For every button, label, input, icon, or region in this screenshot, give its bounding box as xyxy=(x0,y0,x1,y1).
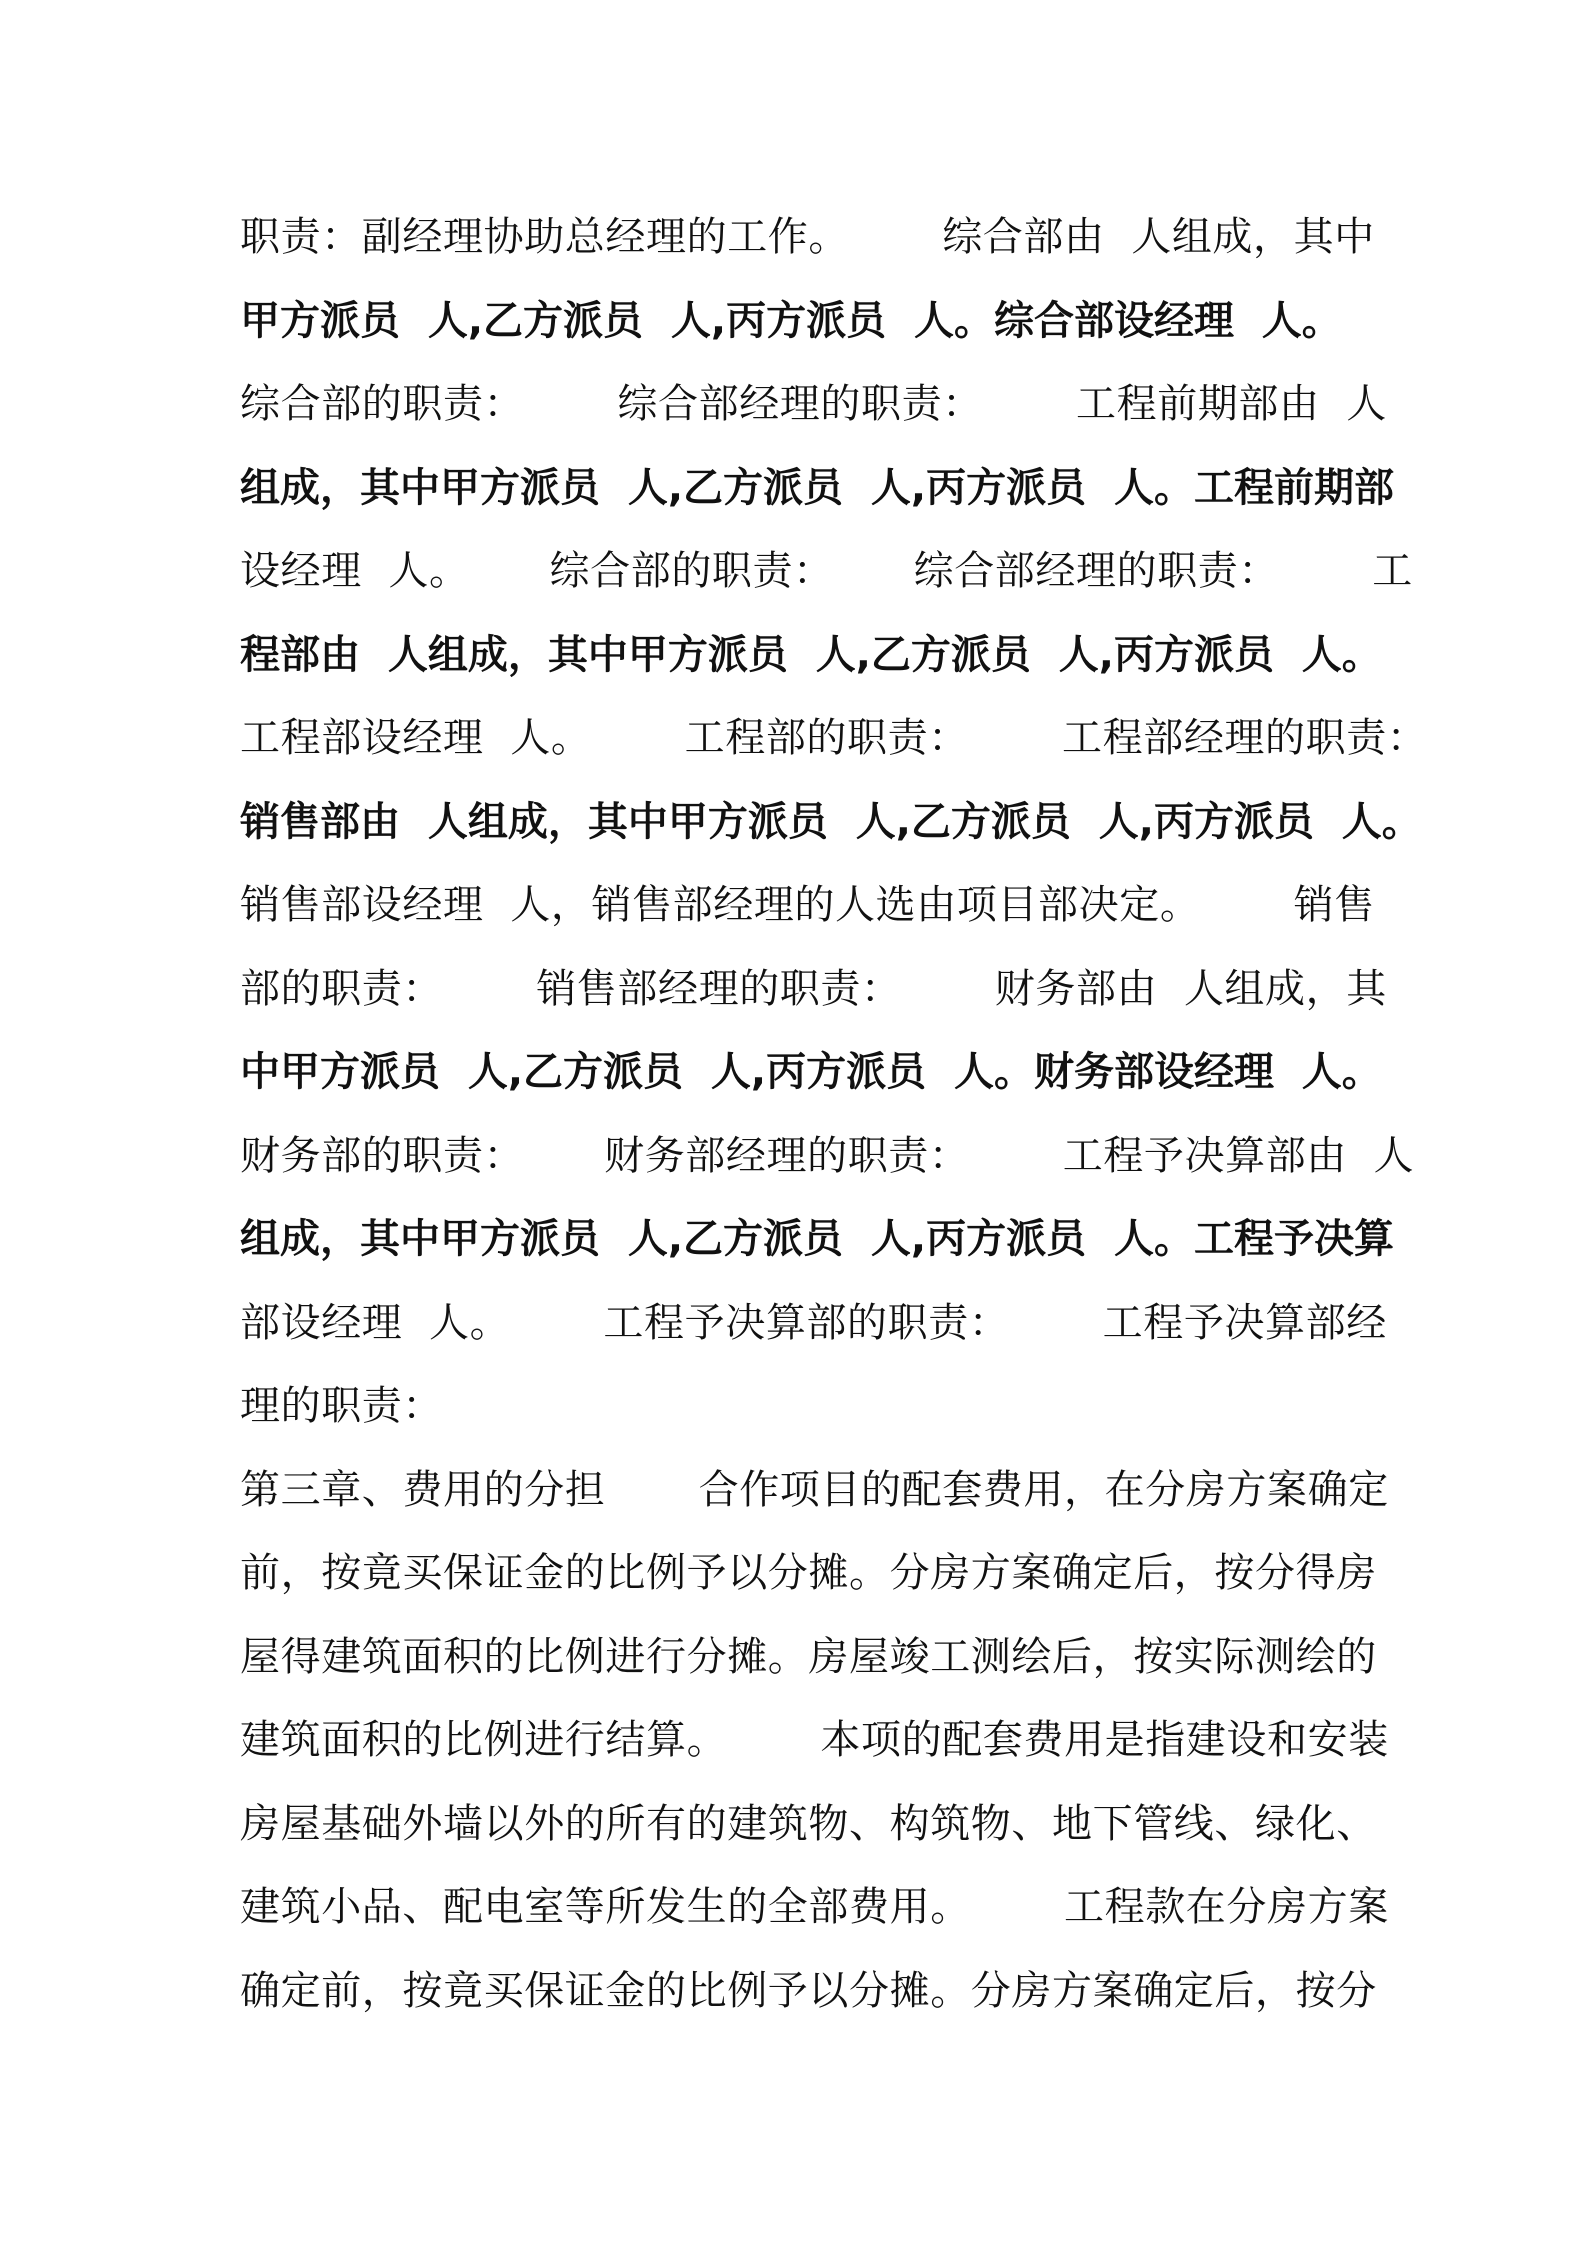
text-line: 前，按竟买保证金的比例予以分摊。分房方案确定后，按分得房 xyxy=(240,1550,1377,1596)
text-line: 程部由 人组成，其中甲方派员 人,乙方派员 人,丙方派员 人。 xyxy=(240,631,1382,678)
text-line: 甲方派员 人,乙方派员 人,丙方派员 人。综合部设经理 人。 xyxy=(240,297,1342,344)
text-line: 部设经理 人。 工程予决算部的职责： 工程予决算部经 xyxy=(240,1299,1387,1346)
text-line: 第三章、费用的分担 合作项目的配套费用，在分房方案确定 xyxy=(240,1466,1389,1513)
text-line: 工程部设经理 人。 工程部的职责： 工程部经理的职责： xyxy=(240,715,1428,761)
text-line: 组成，其中甲方派员 人,乙方派员 人,丙方派员 人。工程前期部 xyxy=(240,464,1394,511)
text-line: 部的职责： 销售部经理的职责： 财务部由 人组成，其 xyxy=(240,965,1387,1012)
text-line: 销售部由 人组成，其中甲方派员 人,乙方派员 人,丙方派员 人。 xyxy=(240,798,1422,845)
text-line: 确定前，按竟买保证金的比例予以分摊。分房方案确定后，按分 xyxy=(240,1967,1377,2014)
text-line: 理的职责： xyxy=(240,1383,443,1429)
text-line: 房屋基础外墙以外的所有的建筑物、构筑物、地下管线、绿化、 xyxy=(240,1800,1377,1847)
text-line: 建筑小品、配电室等所发生的全部费用。 工程款在分房方案 xyxy=(240,1884,1389,1930)
text-line: 销售部设经理 人，销售部经理的人选由项目部决定。 销售 xyxy=(240,882,1375,928)
text-line: 中甲方派员 人,乙方派员 人,丙方派员 人。财务部设经理 人。 xyxy=(240,1049,1382,1095)
text-line: 建筑面积的比例进行结算。 本项的配套费用是指建设和安装 xyxy=(240,1717,1389,1763)
text-line: 组成，其中甲方派员 人,乙方派员 人,丙方派员 人。工程予决算 xyxy=(240,1216,1394,1262)
text-line: 屋得建筑面积的比例进行分摊。房屋竣工测绘后，按实际测绘的 xyxy=(240,1633,1377,1680)
body-text xyxy=(240,196,1428,2033)
text-line: 综合部的职责： 综合部经理的职责： 工程前期部由 人 xyxy=(240,381,1387,427)
text-line: 设经理 人。 综合部的职责： 综合部经理的职责： 工 xyxy=(240,548,1413,594)
text-line: 职责：副经理协助总经理的工作。 综合部由 人组成，其中 xyxy=(240,214,1375,260)
text-line: 财务部的职责： 财务部经理的职责： 工程予决算部由 人 xyxy=(240,1132,1415,1179)
